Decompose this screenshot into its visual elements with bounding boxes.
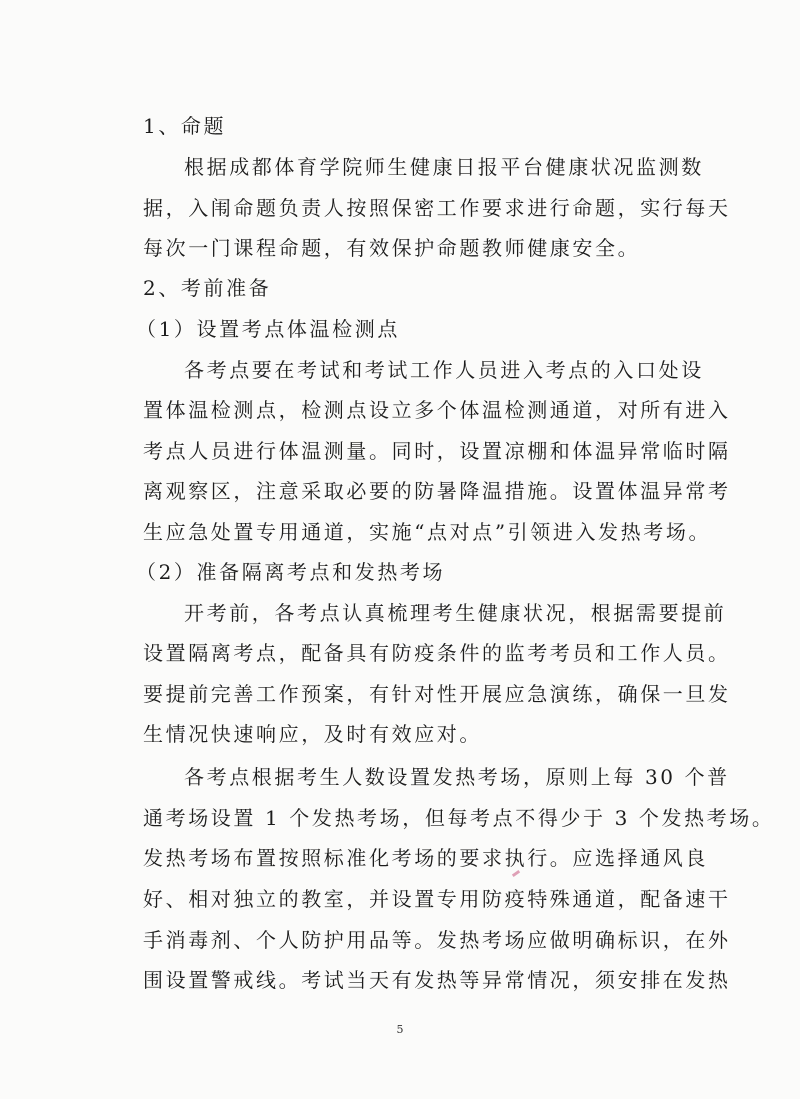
paragraph-line: 每次一门课程命题，有效保护命题教师健康安全。 (143, 236, 641, 260)
paragraph-line: 开考前，各考点认真梳理考生健康状况，根据需要提前 (184, 601, 727, 625)
page-number: 5 (396, 1023, 404, 1036)
paragraph-line: 手消毒剂、个人防护用品等。发热考场应做明确标识，在外 (143, 928, 731, 952)
subheading-temperature-checkpoint: （1）设置考点体温检测点 (136, 317, 400, 341)
paragraph-line: 各考点要在考试和考试工作人员进入考点的入口处设 (184, 358, 704, 382)
heading-exam-preparation: 2、考前准备 (143, 276, 272, 300)
subheading-isolation-rooms: （2）准备隔离考点和发热考场 (136, 560, 446, 584)
paragraph-line: 根据成都体育学院师生健康日报平台健康状况监测数 (184, 155, 704, 179)
paragraph-line: 好、相对独立的教室，并设置专用防疫特殊通道，配备速干 (143, 887, 731, 911)
paragraph-line: 据，入闱命题负责人按照保密工作要求进行命题，实行每天 (143, 196, 731, 220)
paragraph-line: 通考场设置 1 个发热考场，但每考点不得少于 3 个发热考场。 (143, 806, 775, 830)
paragraph-line: 置体温检测点，检测点设立多个体温检测通道，对所有进入 (143, 398, 731, 422)
paragraph-line: 考点人员进行体温测量。同时，设置凉棚和体温异常临时隔 (143, 439, 731, 463)
paragraph-line: 各考点根据考生人数设置发热考场，原则上每 30 个普 (184, 765, 730, 789)
paragraph-line: 生应急处置专用通道，实施“点对点”引领进入发热考场。 (143, 520, 712, 544)
paragraph-line: 要提前完善工作预案，有针对性开展应急演练，确保一旦发 (143, 682, 731, 706)
paragraph-line: 设置隔离考点，配备具有防疫条件的监考考员和工作人员。 (143, 641, 731, 665)
paragraph-line: 围设置警戒线。考试当天有发热等异常情况，须安排在发热 (143, 968, 731, 992)
paragraph-line: 生情况快速响应，及时有效应对。 (143, 722, 482, 746)
paragraph-line: 发热考场布置按照标准化考场的要求执行。应选择通风良 (143, 846, 708, 870)
heading-proposition: 1、命题 (143, 114, 227, 138)
paragraph-line: 离观察区，注意采取必要的防暑降温措施。设置体温异常考 (143, 479, 731, 503)
